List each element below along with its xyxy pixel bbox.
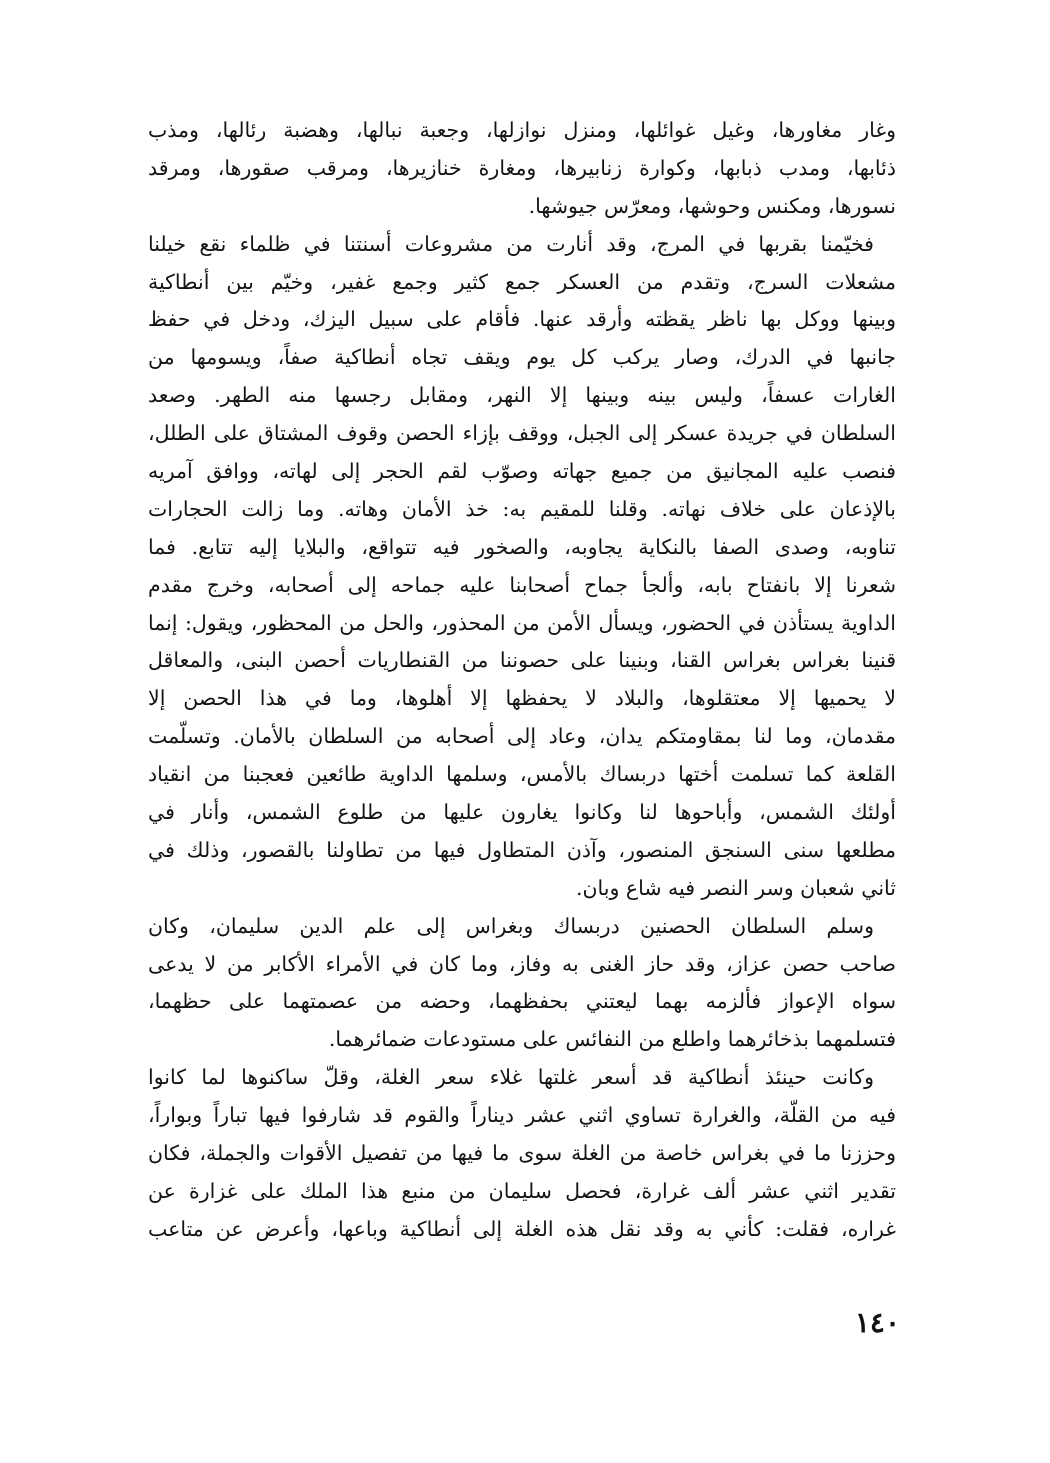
text-line: فنصب عليه المجانيق من جميع جهاته وصوّب لقم الحجر إلى لهاته، ووافق آمريه (148, 459, 896, 484)
text-line: الغارات عسفاً، وليس بينه وبينها إلا النهر، ومقابل رجسها منه الطهر. وصعد (148, 383, 896, 408)
text-line: نسورها، ومكنس وحوشها، ومعرّس جيوشها. (528, 193, 896, 218)
text-line: شعرنا إلا بانفتاح بابه، وألجأ جماح أصحابنا عليه جماحه إلى أصحابه، وخرج مقدم (148, 572, 896, 597)
text-line: تقدير اثني عشر ألف غرارة، فحصل سليمان من منبع هذا الملك على غزارة عن (148, 1178, 896, 1203)
text-line: جانبها في الدرك، وصار يركب كل يوم ويقف تجاه أنطاكية صفاً، ويسومها من (148, 345, 896, 370)
text-line: لا يحميها إلا معتقلوها، والبلاد لا يحفظها إلا أهلوها، وما في هذا الحصن إلا (148, 686, 896, 711)
text-line: وبينها ووكل بها ناظر يقظته وأرقد عنها. فأقام على سبيل اليزك، ودخل في حفظ (148, 307, 896, 332)
text-line: أولئك الشمس، وأباحوها لنا وكانوا يغارون عليها من طلوع الشمس، وأنار في (148, 800, 896, 825)
text-line: فيه من القلّة، والغرارة تساوي اثني عشر ديناراً والقوم قد شارفوا فيها تباراً وبواراً، (148, 1103, 896, 1128)
text-line: السلطان في جريدة عسكر إلى الجبل، ووقف بإزاء الحصن وقوف المشتاق على الطلل، (148, 421, 896, 446)
text-line: وسلم السلطان الحصنين دربساك وبغراس إلى علم الدين سليمان، وكان (148, 913, 874, 938)
text-line: سواه الإعواز فألزمه بهما ليعتني بحفظهما، وحضه من عصمتهما على حظهما، (148, 989, 896, 1014)
text-line: مطلعها سنى السنجق المنصور، وآذن المتطاول فيها من تطاولنا بالقصور، وذلك في (148, 837, 896, 862)
page-number: ١٤٠ (854, 1306, 900, 1339)
text-line: قنينا بغراس بغراس القنا، وبنينا على حصوننا من القنطاريات أحصن البنى، والمعاقل (148, 648, 896, 673)
text-line: وغار مغاورها، وغيل غوائلها، ومنزل نوازلها، وجعبة نبالها، وهضبة رئالها، ومذب (148, 118, 896, 142)
text-line: فتسلمهما بذخائرهما واطلع من النفائس على مستودعات ضمائرهما. (328, 1027, 896, 1052)
text-line: تناوبه، وصدى الصفا بالنكاية يجاوبه، والصخور فيه تتواقع، والبلايا إليه تتابع. فما (148, 534, 896, 559)
text-line: مقدمان، وما لنا بمقاومتكم يدان، وعاد إلى أصحابه من السلطان بالأمان. وتسلّمت (148, 724, 896, 749)
text-line: وحززنا ما في بغراس خاصة من الغلة سوى ما فيها من تفصيل الأقوات والجملة، فكان (148, 1141, 896, 1166)
text-line: بالإذعان على خلاف نهاته. وقلنا للمقيم به: خذ الأمان وهاته. وما زالت الحجارات (148, 496, 896, 521)
text-line: مشعلات السرج، وتقدم من العسكر جمع كثير وجمع غفير، وخيّم بين أنطاكية (148, 269, 896, 294)
text-line: صاحب حصن عزاز، وقد حاز الغنى به وفاز، وما كان في الأمراء الأكابر من لا يدعى (148, 951, 896, 976)
text-line: القلعة كما تسلمت أختها دربساك بالأمس، وسلمها الداوية طائعين فعجبنا من انقياد (148, 762, 896, 787)
text-line: الداوية يستأذن في الحضور، ويسأل الأمن من المحذور، والحل من المحظور، ويقول: إنما (148, 610, 896, 635)
text-line: ذئابها، ومدب ذبابها، وكوارة زنابيرها، ومغارة خنازيرها، ومرقب صقورها، ومرقد (148, 155, 896, 180)
text-line: ثاني شعبان وسر النصر فيه شاع وبان. (575, 875, 896, 900)
text-line: وكانت حينئذ أنطاكية قد أسعر غلتها غلاء سعر الغلة، وقلّ ساكنوها لما كانوا (148, 1065, 874, 1090)
text-line: فخيّمنا بقربها في المرج، وقد أنارت من مشروعات أسنتنا في ظلماء نقع خيلنا (148, 231, 874, 256)
text-line: غراره، فقلت: كأني به وقد نقل هذه الغلة إلى أنطاكية وباعها، وأعرض عن متاعب (148, 1216, 896, 1241)
body-text (148, 112, 896, 1249)
